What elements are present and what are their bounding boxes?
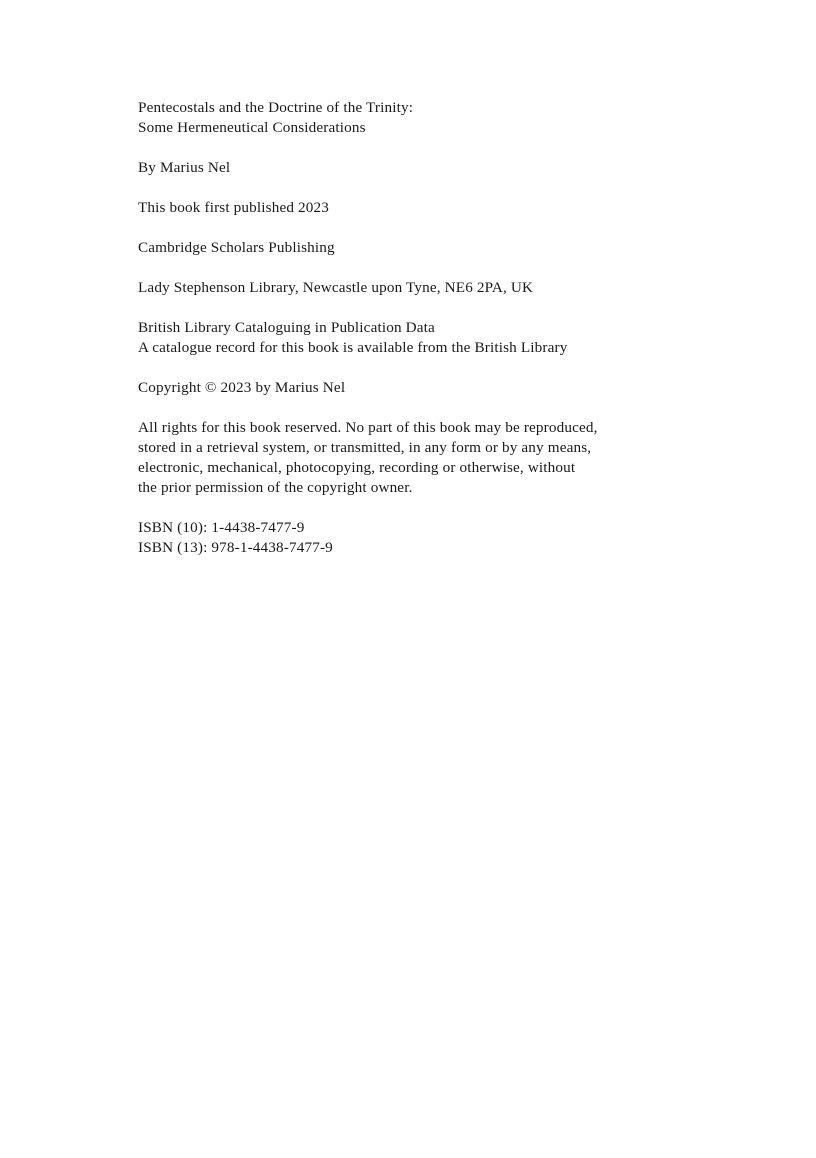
author-block <box>138 158 678 178</box>
cataloguing-record-line: A catalogue record for this book is available from the British Library <box>138 339 568 356</box>
copyright-line: Copyright © 2023 by Marius Nel <box>138 379 346 396</box>
isbn-block <box>138 518 678 558</box>
book-title-line-1: Pentecostals and the Doctrine of the Trinity: <box>138 99 414 116</box>
publisher-line: Cambridge Scholars Publishing <box>138 239 335 256</box>
rights-line-4: the prior permission of the copyright owner. <box>138 479 413 496</box>
cataloguing-heading-line: British Library Cataloguing in Publication Data <box>138 319 435 336</box>
author-line: By Marius Nel <box>138 159 231 176</box>
cataloguing-block <box>138 318 678 358</box>
rights-line-1: All rights for this book reserved. No part of this book may be reproduced, <box>138 419 598 436</box>
publisher-block <box>138 238 678 258</box>
copyright-page-content <box>138 98 678 558</box>
publication-date-block <box>138 198 678 218</box>
rights-reserved-block <box>138 418 678 498</box>
isbn-13-line: ISBN (13): 978-1-4438-7477-9 <box>138 539 333 556</box>
publisher-address-line: Lady Stephenson Library, Newcastle upon Tyne, NE6 2PA, UK <box>138 279 534 296</box>
book-title-block <box>138 98 678 138</box>
book-subtitle-line-2: Some Hermeneutical Considerations <box>138 119 366 136</box>
copyright-block <box>138 378 678 398</box>
publication-date-line: This book first published 2023 <box>138 199 330 216</box>
rights-line-2: stored in a retrieval system, or transmitted, in any form or by any means, <box>138 439 592 456</box>
publisher-address-block <box>138 278 678 298</box>
isbn-10-line: ISBN (10): 1-4438-7477-9 <box>138 519 305 536</box>
rights-line-3: electronic, mechanical, photocopying, recording or otherwise, without <box>138 459 576 476</box>
